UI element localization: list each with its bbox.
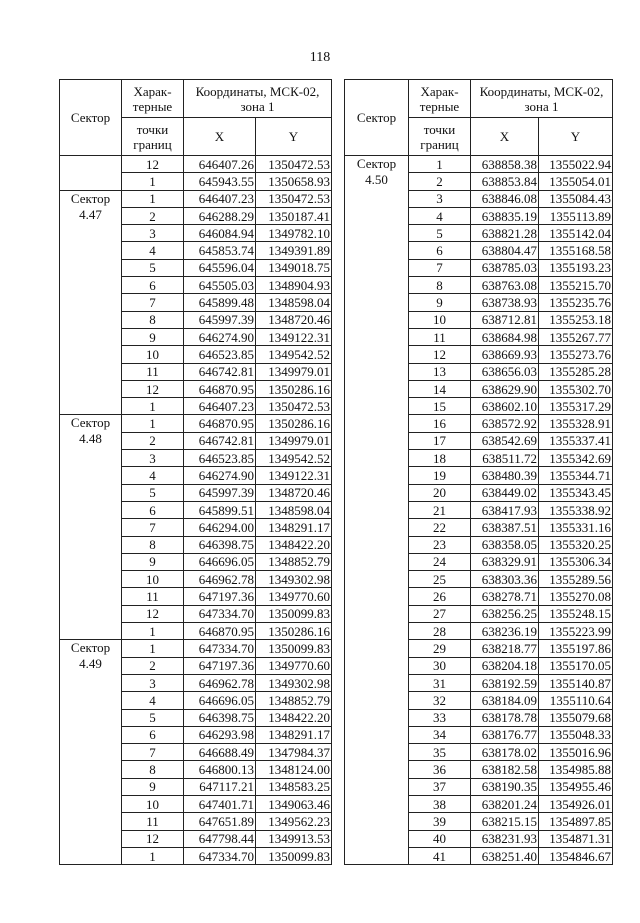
x-coordinate-cell: 646800.13 <box>184 761 256 778</box>
x-coordinate-cell: 647334.70 <box>184 605 256 622</box>
y-coordinate-cell: 1348583.25 <box>256 778 332 795</box>
point-number-cell: 7 <box>122 744 184 761</box>
y-coordinate-cell: 1349770.60 <box>256 657 332 674</box>
x-coordinate-cell: 647197.36 <box>184 657 256 674</box>
x-coordinate-cell: 638821.28 <box>471 225 539 242</box>
x-coordinate-cell: 646688.49 <box>184 744 256 761</box>
y-coordinate-cell: 1355285.28 <box>539 363 613 380</box>
y-coordinate-cell: 1355193.23 <box>539 259 613 276</box>
point-number-cell: 7 <box>409 259 471 276</box>
x-coordinate-cell: 638785.03 <box>471 259 539 276</box>
x-coordinate-cell: 638858.38 <box>471 156 539 173</box>
page-number: 118 <box>309 50 331 65</box>
point-number-cell: 34 <box>409 726 471 743</box>
header-x: X <box>184 118 256 156</box>
point-number-cell: 22 <box>409 519 471 536</box>
point-number-cell: 6 <box>122 726 184 743</box>
point-number-cell: 9 <box>122 778 184 795</box>
point-number-cell: 9 <box>122 553 184 570</box>
y-coordinate-cell: 1347984.37 <box>256 744 332 761</box>
x-coordinate-cell: 645997.39 <box>184 311 256 328</box>
point-number-cell: 18 <box>409 450 471 467</box>
x-coordinate-cell: 638192.59 <box>471 674 539 691</box>
y-coordinate-cell: 1355223.99 <box>539 623 613 640</box>
table-body-right <box>345 156 613 865</box>
coordinates-table-left <box>59 79 332 865</box>
y-coordinate-cell: 1355338.92 <box>539 501 613 518</box>
x-coordinate-cell: 646398.75 <box>184 709 256 726</box>
header-points-bottom: точки границ <box>122 118 184 156</box>
y-coordinate-cell: 1348124.00 <box>256 761 332 778</box>
x-coordinate-cell: 646293.98 <box>184 726 256 743</box>
y-coordinate-cell: 1348852.79 <box>256 692 332 709</box>
x-coordinate-cell: 646742.81 <box>184 432 256 449</box>
y-coordinate-cell: 1354871.31 <box>539 830 613 847</box>
y-coordinate-cell: 1348422.20 <box>256 709 332 726</box>
x-coordinate-cell: 646696.05 <box>184 553 256 570</box>
y-coordinate-cell: 1355197.86 <box>539 640 613 657</box>
y-coordinate-cell: 1355170.05 <box>539 657 613 674</box>
x-coordinate-cell: 638542.69 <box>471 432 539 449</box>
x-coordinate-cell: 647117.21 <box>184 778 256 795</box>
point-number-cell: 10 <box>122 346 184 363</box>
point-number-cell: 40 <box>409 830 471 847</box>
header-x: X <box>471 118 539 156</box>
point-number-cell: 8 <box>409 277 471 294</box>
x-coordinate-cell: 638738.93 <box>471 294 539 311</box>
point-number-cell: 5 <box>122 709 184 726</box>
x-coordinate-cell: 638417.93 <box>471 501 539 518</box>
y-coordinate-cell: 1355048.33 <box>539 726 613 743</box>
point-number-cell: 12 <box>122 830 184 847</box>
y-coordinate-cell: 1350099.83 <box>256 640 332 657</box>
y-coordinate-cell: 1350658.93 <box>256 173 332 190</box>
x-coordinate-cell: 646288.29 <box>184 207 256 224</box>
point-number-cell: 3 <box>122 225 184 242</box>
point-number-cell: 1 <box>122 190 184 207</box>
x-coordinate-cell: 646294.00 <box>184 519 256 536</box>
x-coordinate-cell: 647651.89 <box>184 813 256 830</box>
point-number-cell: 11 <box>122 588 184 605</box>
point-number-cell: 14 <box>409 380 471 397</box>
x-coordinate-cell: 638835.19 <box>471 207 539 224</box>
y-coordinate-cell: 1355215.70 <box>539 277 613 294</box>
point-number-cell: 1 <box>122 415 184 432</box>
header-points-bottom: точки границ <box>409 118 471 156</box>
y-coordinate-cell: 1355248.15 <box>539 605 613 622</box>
point-number-cell: 26 <box>409 588 471 605</box>
point-number-cell: 4 <box>122 467 184 484</box>
x-coordinate-cell: 638176.77 <box>471 726 539 743</box>
y-coordinate-cell: 1350187.41 <box>256 207 332 224</box>
point-number-cell: 28 <box>409 623 471 640</box>
y-coordinate-cell: 1350472.53 <box>256 156 332 173</box>
x-coordinate-cell: 646962.78 <box>184 674 256 691</box>
header-y: Y <box>256 118 332 156</box>
x-coordinate-cell: 646274.90 <box>184 328 256 345</box>
y-coordinate-cell: 1355113.89 <box>539 207 613 224</box>
point-number-cell: 27 <box>409 605 471 622</box>
y-coordinate-cell: 1349391.89 <box>256 242 332 259</box>
point-number-cell: 1 <box>409 156 471 173</box>
y-coordinate-cell: 1355306.34 <box>539 553 613 570</box>
x-coordinate-cell: 646084.94 <box>184 225 256 242</box>
x-coordinate-cell: 638218.77 <box>471 640 539 657</box>
x-coordinate-cell: 638572.92 <box>471 415 539 432</box>
x-coordinate-cell: 645899.48 <box>184 294 256 311</box>
point-number-cell: 11 <box>122 813 184 830</box>
x-coordinate-cell: 638629.90 <box>471 380 539 397</box>
point-number-cell: 8 <box>122 761 184 778</box>
y-coordinate-cell: 1348422.20 <box>256 536 332 553</box>
y-coordinate-cell: 1350286.16 <box>256 380 332 397</box>
table-body-left <box>60 156 332 865</box>
point-number-cell: 20 <box>409 484 471 501</box>
point-number-cell: 2 <box>122 657 184 674</box>
x-coordinate-cell: 645853.74 <box>184 242 256 259</box>
x-coordinate-cell: 638602.10 <box>471 398 539 415</box>
point-number-cell: 13 <box>409 363 471 380</box>
sector-cell <box>60 156 122 191</box>
y-coordinate-cell: 1354846.67 <box>539 847 613 864</box>
y-coordinate-cell: 1354926.01 <box>539 795 613 812</box>
y-coordinate-cell: 1355344.71 <box>539 467 613 484</box>
y-coordinate-cell: 1355342.69 <box>539 450 613 467</box>
point-number-cell: 17 <box>409 432 471 449</box>
x-coordinate-cell: 647334.70 <box>184 640 256 657</box>
y-coordinate-cell: 1349979.01 <box>256 432 332 449</box>
header-points-top: Харак- терные <box>122 80 184 118</box>
x-coordinate-cell: 638358.05 <box>471 536 539 553</box>
x-coordinate-cell: 638251.40 <box>471 847 539 864</box>
x-coordinate-cell: 638178.02 <box>471 744 539 761</box>
header-points-top: Харак- терные <box>409 80 471 118</box>
y-coordinate-cell: 1349913.53 <box>256 830 332 847</box>
x-coordinate-cell: 638846.08 <box>471 190 539 207</box>
x-coordinate-cell: 647197.36 <box>184 588 256 605</box>
x-coordinate-cell: 645899.51 <box>184 501 256 518</box>
x-coordinate-cell: 638303.36 <box>471 571 539 588</box>
x-coordinate-cell: 638712.81 <box>471 311 539 328</box>
y-coordinate-cell: 1355343.45 <box>539 484 613 501</box>
y-coordinate-cell: 1355022.94 <box>539 156 613 173</box>
y-coordinate-cell: 1355235.76 <box>539 294 613 311</box>
point-number-cell: 12 <box>122 605 184 622</box>
y-coordinate-cell: 1348720.46 <box>256 311 332 328</box>
y-coordinate-cell: 1349302.98 <box>256 571 332 588</box>
point-number-cell: 41 <box>409 847 471 864</box>
point-number-cell: 9 <box>122 328 184 345</box>
point-number-cell: 3 <box>122 450 184 467</box>
y-coordinate-cell: 1348904.93 <box>256 277 332 294</box>
header-y: Y <box>539 118 613 156</box>
x-coordinate-cell: 638215.15 <box>471 813 539 830</box>
point-number-cell: 1 <box>122 173 184 190</box>
x-coordinate-cell: 638278.71 <box>471 588 539 605</box>
y-coordinate-cell: 1348852.79 <box>256 553 332 570</box>
y-coordinate-cell: 1355267.77 <box>539 328 613 345</box>
point-number-cell: 1 <box>122 623 184 640</box>
x-coordinate-cell: 645997.39 <box>184 484 256 501</box>
x-coordinate-cell: 638804.47 <box>471 242 539 259</box>
x-coordinate-cell: 645596.04 <box>184 259 256 276</box>
y-coordinate-cell: 1354985.88 <box>539 761 613 778</box>
x-coordinate-cell: 638204.18 <box>471 657 539 674</box>
header-sector: Сектор <box>345 80 409 156</box>
point-number-cell: 4 <box>122 692 184 709</box>
y-coordinate-cell: 1350286.16 <box>256 415 332 432</box>
point-number-cell: 16 <box>409 415 471 432</box>
x-coordinate-cell: 646407.23 <box>184 190 256 207</box>
y-coordinate-cell: 1355253.18 <box>539 311 613 328</box>
x-coordinate-cell: 638201.24 <box>471 795 539 812</box>
x-coordinate-cell: 638656.03 <box>471 363 539 380</box>
point-number-cell: 8 <box>122 536 184 553</box>
point-number-cell: 11 <box>409 328 471 345</box>
y-coordinate-cell: 1355270.08 <box>539 588 613 605</box>
point-number-cell: 4 <box>122 242 184 259</box>
point-number-cell: 10 <box>122 571 184 588</box>
y-coordinate-cell: 1355168.58 <box>539 242 613 259</box>
y-coordinate-cell: 1349770.60 <box>256 588 332 605</box>
point-number-cell: 25 <box>409 571 471 588</box>
x-coordinate-cell: 646523.85 <box>184 450 256 467</box>
sector-cell: Сектор 4.48 <box>60 415 122 640</box>
y-coordinate-cell: 1355054.01 <box>539 173 613 190</box>
x-coordinate-cell: 646962.78 <box>184 571 256 588</box>
point-number-cell: 8 <box>122 311 184 328</box>
y-coordinate-cell: 1355337.41 <box>539 432 613 449</box>
point-number-cell: 12 <box>122 156 184 173</box>
x-coordinate-cell: 647334.70 <box>184 847 256 864</box>
header-coords: Координаты, МСК-02, зона 1 <box>184 80 332 118</box>
y-coordinate-cell: 1348291.17 <box>256 519 332 536</box>
point-number-cell: 19 <box>409 467 471 484</box>
x-coordinate-cell: 638178.78 <box>471 709 539 726</box>
point-number-cell: 32 <box>409 692 471 709</box>
x-coordinate-cell: 638763.08 <box>471 277 539 294</box>
point-number-cell: 33 <box>409 709 471 726</box>
table-row <box>60 640 332 657</box>
y-coordinate-cell: 1349979.01 <box>256 363 332 380</box>
x-coordinate-cell: 646870.95 <box>184 623 256 640</box>
x-coordinate-cell: 638236.19 <box>471 623 539 640</box>
y-coordinate-cell: 1348720.46 <box>256 484 332 501</box>
x-coordinate-cell: 638480.39 <box>471 467 539 484</box>
point-number-cell: 23 <box>409 536 471 553</box>
x-coordinate-cell: 638190.35 <box>471 778 539 795</box>
point-number-cell: 12 <box>122 380 184 397</box>
point-number-cell: 9 <box>409 294 471 311</box>
point-number-cell: 6 <box>122 277 184 294</box>
y-coordinate-cell: 1355016.96 <box>539 744 613 761</box>
y-coordinate-cell: 1349018.75 <box>256 259 332 276</box>
x-coordinate-cell: 646870.95 <box>184 380 256 397</box>
y-coordinate-cell: 1355302.70 <box>539 380 613 397</box>
x-coordinate-cell: 646523.85 <box>184 346 256 363</box>
y-coordinate-cell: 1349782.10 <box>256 225 332 242</box>
x-coordinate-cell: 638449.02 <box>471 484 539 501</box>
y-coordinate-cell: 1355142.04 <box>539 225 613 242</box>
y-coordinate-cell: 1350099.83 <box>256 605 332 622</box>
x-coordinate-cell: 646407.26 <box>184 156 256 173</box>
point-number-cell: 3 <box>409 190 471 207</box>
point-number-cell: 31 <box>409 674 471 691</box>
y-coordinate-cell: 1355273.76 <box>539 346 613 363</box>
point-number-cell: 1 <box>122 640 184 657</box>
x-coordinate-cell: 638184.09 <box>471 692 539 709</box>
y-coordinate-cell: 1355331.16 <box>539 519 613 536</box>
x-coordinate-cell: 646696.05 <box>184 692 256 709</box>
point-number-cell: 38 <box>409 795 471 812</box>
y-coordinate-cell: 1355320.25 <box>539 536 613 553</box>
x-coordinate-cell: 638387.51 <box>471 519 539 536</box>
y-coordinate-cell: 1355110.64 <box>539 692 613 709</box>
point-number-cell: 11 <box>122 363 184 380</box>
x-coordinate-cell: 646870.95 <box>184 415 256 432</box>
y-coordinate-cell: 1350286.16 <box>256 623 332 640</box>
table-row <box>345 156 613 173</box>
point-number-cell: 1 <box>122 398 184 415</box>
x-coordinate-cell: 646407.23 <box>184 398 256 415</box>
y-coordinate-cell: 1348291.17 <box>256 726 332 743</box>
y-coordinate-cell: 1349063.46 <box>256 795 332 812</box>
point-number-cell: 6 <box>122 501 184 518</box>
table-row <box>60 415 332 432</box>
header-coords: Координаты, МСК-02, зона 1 <box>471 80 613 118</box>
x-coordinate-cell: 638684.98 <box>471 328 539 345</box>
point-number-cell: 35 <box>409 744 471 761</box>
point-number-cell: 5 <box>122 259 184 276</box>
point-number-cell: 12 <box>409 346 471 363</box>
point-number-cell: 29 <box>409 640 471 657</box>
x-coordinate-cell: 647798.44 <box>184 830 256 847</box>
y-coordinate-cell: 1349302.98 <box>256 674 332 691</box>
x-coordinate-cell: 646742.81 <box>184 363 256 380</box>
point-number-cell: 30 <box>409 657 471 674</box>
header-sector: Сектор <box>60 80 122 156</box>
x-coordinate-cell: 638511.72 <box>471 450 539 467</box>
coordinates-table-right <box>344 79 613 865</box>
x-coordinate-cell: 638669.93 <box>471 346 539 363</box>
point-number-cell: 2 <box>409 173 471 190</box>
point-number-cell: 7 <box>122 519 184 536</box>
point-number-cell: 3 <box>122 674 184 691</box>
y-coordinate-cell: 1349562.23 <box>256 813 332 830</box>
y-coordinate-cell: 1354897.85 <box>539 813 613 830</box>
y-coordinate-cell: 1355140.87 <box>539 674 613 691</box>
x-coordinate-cell: 646274.90 <box>184 467 256 484</box>
y-coordinate-cell: 1348598.04 <box>256 294 332 311</box>
x-coordinate-cell: 646398.75 <box>184 536 256 553</box>
point-number-cell: 36 <box>409 761 471 778</box>
x-coordinate-cell: 645505.03 <box>184 277 256 294</box>
x-coordinate-cell: 638329.91 <box>471 553 539 570</box>
point-number-cell: 7 <box>122 294 184 311</box>
y-coordinate-cell: 1355317.29 <box>539 398 613 415</box>
point-number-cell: 4 <box>409 207 471 224</box>
y-coordinate-cell: 1355079.68 <box>539 709 613 726</box>
point-number-cell: 2 <box>122 432 184 449</box>
y-coordinate-cell: 1349122.31 <box>256 467 332 484</box>
x-coordinate-cell: 638231.93 <box>471 830 539 847</box>
point-number-cell: 10 <box>409 311 471 328</box>
point-number-cell: 2 <box>122 207 184 224</box>
y-coordinate-cell: 1354955.46 <box>539 778 613 795</box>
point-number-cell: 6 <box>409 242 471 259</box>
y-coordinate-cell: 1355084.43 <box>539 190 613 207</box>
y-coordinate-cell: 1349122.31 <box>256 328 332 345</box>
x-coordinate-cell: 638853.84 <box>471 173 539 190</box>
table-row <box>60 156 332 173</box>
point-number-cell: 24 <box>409 553 471 570</box>
point-number-cell: 21 <box>409 501 471 518</box>
y-coordinate-cell: 1355328.91 <box>539 415 613 432</box>
table-row <box>60 190 332 207</box>
point-number-cell: 39 <box>409 813 471 830</box>
y-coordinate-cell: 1350472.53 <box>256 398 332 415</box>
x-coordinate-cell: 647401.71 <box>184 795 256 812</box>
x-coordinate-cell: 638256.25 <box>471 605 539 622</box>
point-number-cell: 1 <box>122 847 184 864</box>
y-coordinate-cell: 1350099.83 <box>256 847 332 864</box>
y-coordinate-cell: 1350472.53 <box>256 190 332 207</box>
y-coordinate-cell: 1349542.52 <box>256 450 332 467</box>
x-coordinate-cell: 645943.55 <box>184 173 256 190</box>
y-coordinate-cell: 1348598.04 <box>256 501 332 518</box>
x-coordinate-cell: 638182.58 <box>471 761 539 778</box>
point-number-cell: 10 <box>122 795 184 812</box>
point-number-cell: 5 <box>409 225 471 242</box>
point-number-cell: 15 <box>409 398 471 415</box>
point-number-cell: 37 <box>409 778 471 795</box>
point-number-cell: 5 <box>122 484 184 501</box>
y-coordinate-cell: 1349542.52 <box>256 346 332 363</box>
sector-cell: Сектор 4.49 <box>60 640 122 865</box>
sector-cell: Сектор 4.47 <box>60 190 122 415</box>
sector-cell: Сектор 4.50 <box>345 156 409 865</box>
y-coordinate-cell: 1355289.56 <box>539 571 613 588</box>
